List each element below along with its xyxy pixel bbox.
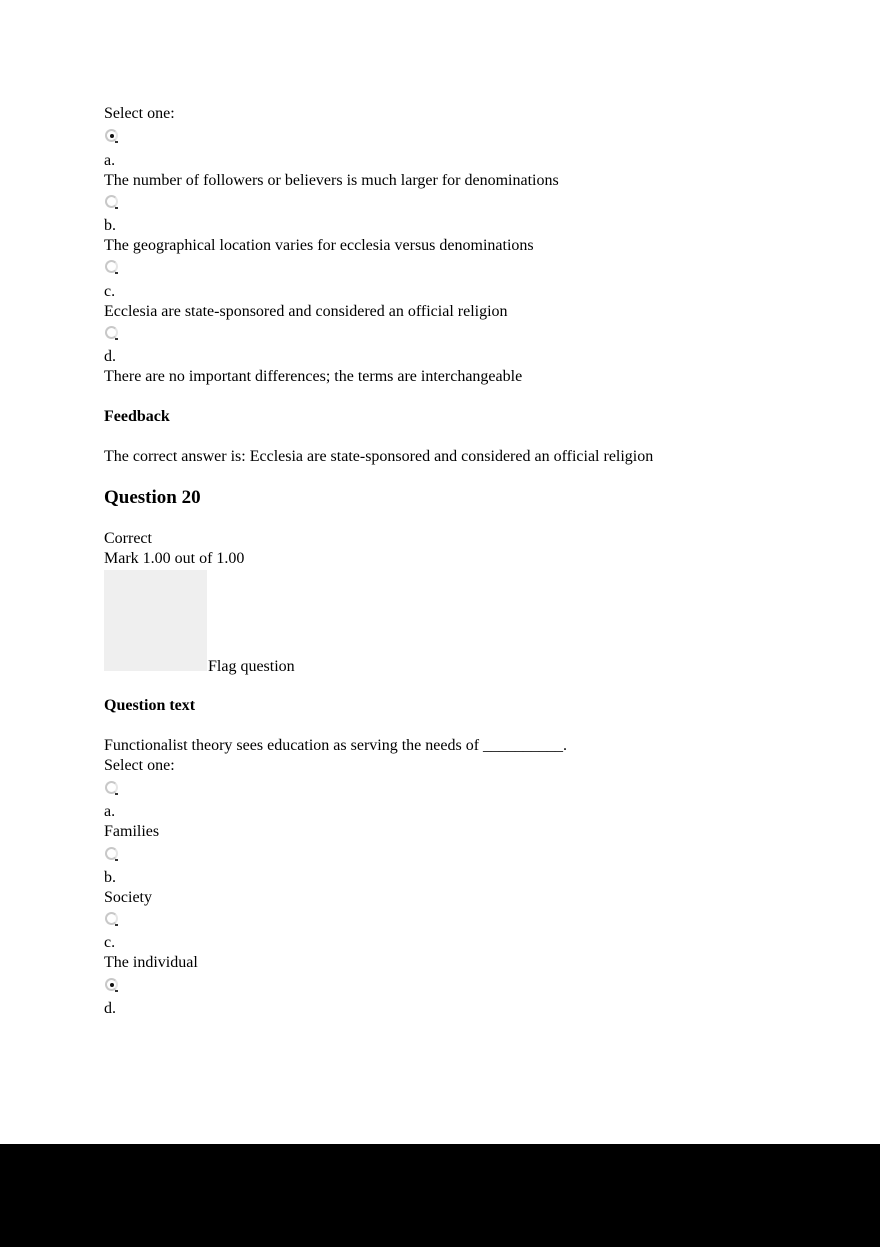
q20-option-c-radio-icon[interactable] [105,912,118,925]
q20-status: Correct [104,530,152,547]
q19-option-c-letter: c. [104,283,116,300]
q20-option-b-text[interactable]: Society [104,889,152,906]
q19-option-d-letter: d. [104,348,116,365]
q19-option-b-radio-icon[interactable] [105,195,118,208]
q20-option-c-letter: c. [104,934,116,951]
q19-feedback-text: The correct answer is: Ecclesia are state-sponsored and considered an official religion [104,448,654,465]
q20-option-a-text[interactable]: Families [104,823,160,840]
q19-option-a-letter: a. [104,152,116,169]
flag-question-link[interactable]: Flag question [208,658,295,675]
bottom-black-bar [0,1144,880,1247]
q20-select-one-label: Select one: [104,757,175,774]
flag-icon-placeholder[interactable] [104,570,207,671]
q19-select-one-label: Select one: [104,105,175,122]
q19-feedback-heading: Feedback [104,408,170,425]
q20-option-b-letter: b. [104,869,116,886]
q19-option-a-radio-icon[interactable] [105,129,118,142]
q20-option-a-radio-icon[interactable] [105,781,118,794]
q20-question-text: Functionalist theory sees education as serving the needs of __________. [104,737,568,754]
q20-mark: Mark 1.00 out of 1.00 [104,550,245,567]
q19-option-b-letter: b. [104,217,116,234]
q19-option-b-text[interactable]: The geographical location varies for ecclesia versus denominations [104,237,534,254]
q20-option-c-text[interactable]: The individual [104,954,198,971]
q19-option-c-radio-icon[interactable] [105,260,118,273]
q19-option-d-text[interactable]: There are no important differences; the terms are interchangeable [104,368,523,385]
q19-option-a-text[interactable]: The number of followers or believers is much larger for denominations [104,172,559,189]
q20-option-a-letter: a. [104,803,116,820]
q19-option-c-text[interactable]: Ecclesia are state-sponsored and considered an official religion [104,303,508,320]
q20-question-text-heading: Question text [104,697,196,714]
q20-option-d-letter: d. [104,1000,116,1017]
q20-option-d-radio-icon[interactable] [105,978,118,991]
q20-option-b-radio-icon[interactable] [105,847,118,860]
q19-option-d-radio-icon[interactable] [105,326,118,339]
q20-heading: Question 20 [104,487,201,508]
